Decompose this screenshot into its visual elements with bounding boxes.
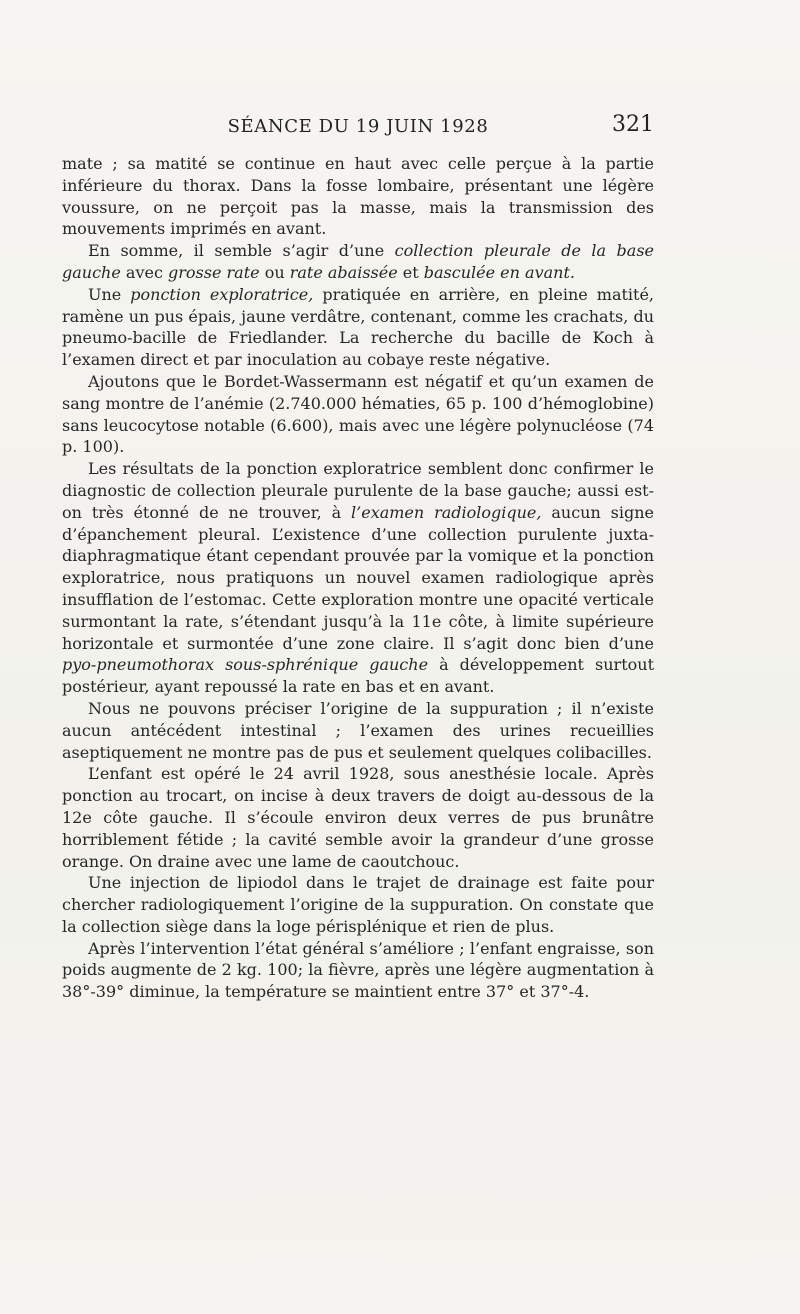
text-run: Les résultats de la ponction exploratrice semblent donc confirmer le diagnostic de collection pleurale purulente de la base gauche; aussi est-on très étonné de ne trouver, à: [62, 459, 654, 522]
paragraph: [62, 872, 654, 937]
paragraph: [62, 458, 654, 698]
text-run: Nous ne pouvons préciser l’origine de la suppuration ; il n’existe aucun antécédent intestinal ; l’examen des urines recueillies aseptiquement ne montre pas de pus et seulement quelques colibacilles.: [62, 698, 654, 762]
text-run: aucun signe d’épanchement pleural. L’existence d’une collection purulente juxta-diaphragmatique étant cependant prouvée par la vomique et la ponction exploratrice, nous pratiquons un nouvel examen radiologique après insufflation de l’estomac. Cette exploration montre une opacité verticale surmontant la rate, s’étendant jusqu’à la 11e côte, à limite supérieure horizontale et surmontée d’une zone claire. Il s’agit donc bien d’une: [62, 502, 654, 653]
italic-text: rate abaissée: [289, 262, 398, 282]
text-run: avec: [120, 262, 169, 282]
text-run: pratiquée en arrière, en pleine matité, ramène un pus épais, jaune verdâtre, contenant, comme les crachats, du pneumo-bacille de Friedlander. La recherche du bacille de Koch à l’examen direct et par inoculation au cobaye reste négative.: [62, 284, 655, 370]
text-run: ou: [259, 262, 290, 282]
italic-text: grosse rate: [168, 262, 260, 282]
page-number: 321: [612, 112, 654, 137]
paragraph: [62, 371, 654, 458]
italic-text: ponction exploratrice,: [130, 284, 314, 304]
italic-text: collection pleurale de la base gauche: [62, 241, 654, 282]
header-title: SÉANCE DU 19 JUIN 1928: [227, 116, 489, 137]
paragraph: [62, 698, 654, 763]
text-run: Une injection de lipiodol dans le trajet de drainage est faite pour chercher radiologiquement l’origine de la suppuration. On constate que la collection siège dans la loge périsplénique et rien de plus.: [62, 873, 654, 936]
text-run: à développement surtout postérieur, ayant repoussé la rate en bas et en avant.: [62, 655, 654, 697]
paragraph: [62, 153, 654, 240]
running-header: [62, 112, 654, 142]
italic-text: pyo-pneumothorax sous-sphrénique gauche: [62, 655, 429, 675]
text-run: Une: [88, 284, 131, 304]
text-run: Après l’intervention l’état général s’améliore ; l’enfant engraisse, son poids augmente de 2 kg. 100; la fièvre, après une légère augmentation à 38°-39° diminue, la température se maintient entre 37° et 37°-4.: [62, 938, 654, 1002]
italic-text: basculée en avant.: [423, 262, 575, 282]
text-run: L’enfant est opéré le 24 avril 1928, sous anesthésie locale. Après ponction au trocart, on incise à deux travers de doigt au-dessous de la 12e côte gauche. Il s’écoule environ deux verres de pus brunâtre horriblement fétide ; la cavité semble avoir la grandeur d’une grosse orange. On draine avec une lame de caoutchouc.: [62, 764, 654, 871]
paragraph: [62, 284, 654, 371]
text-run: En somme, il semble s’agir d’une: [88, 241, 395, 261]
body-text: [62, 153, 654, 1003]
italic-text: l’examen radiologique,: [351, 502, 542, 522]
paragraph: [62, 763, 654, 872]
paragraph: [62, 938, 654, 1003]
paragraph: [62, 240, 654, 284]
text-run: Ajoutons que le Bordet-Wassermann est négatif et qu’un examen de sang montre de l’anémie (2.740.000 hématies, 65 p. 100 d’hémoglobine) sans leucocytose notable (6.600), mais avec une légère polynucléose (74 p. 100).: [62, 371, 654, 457]
text-run: mate ; sa matité se continue en haut avec celle perçue à la partie inférieure du thorax. Dans la fosse lombaire, présentant une légère voussure, on ne perçoit pas la masse, mais la transmission des mouvements imprimés en avant.: [62, 154, 654, 239]
text-run: et: [397, 262, 424, 282]
